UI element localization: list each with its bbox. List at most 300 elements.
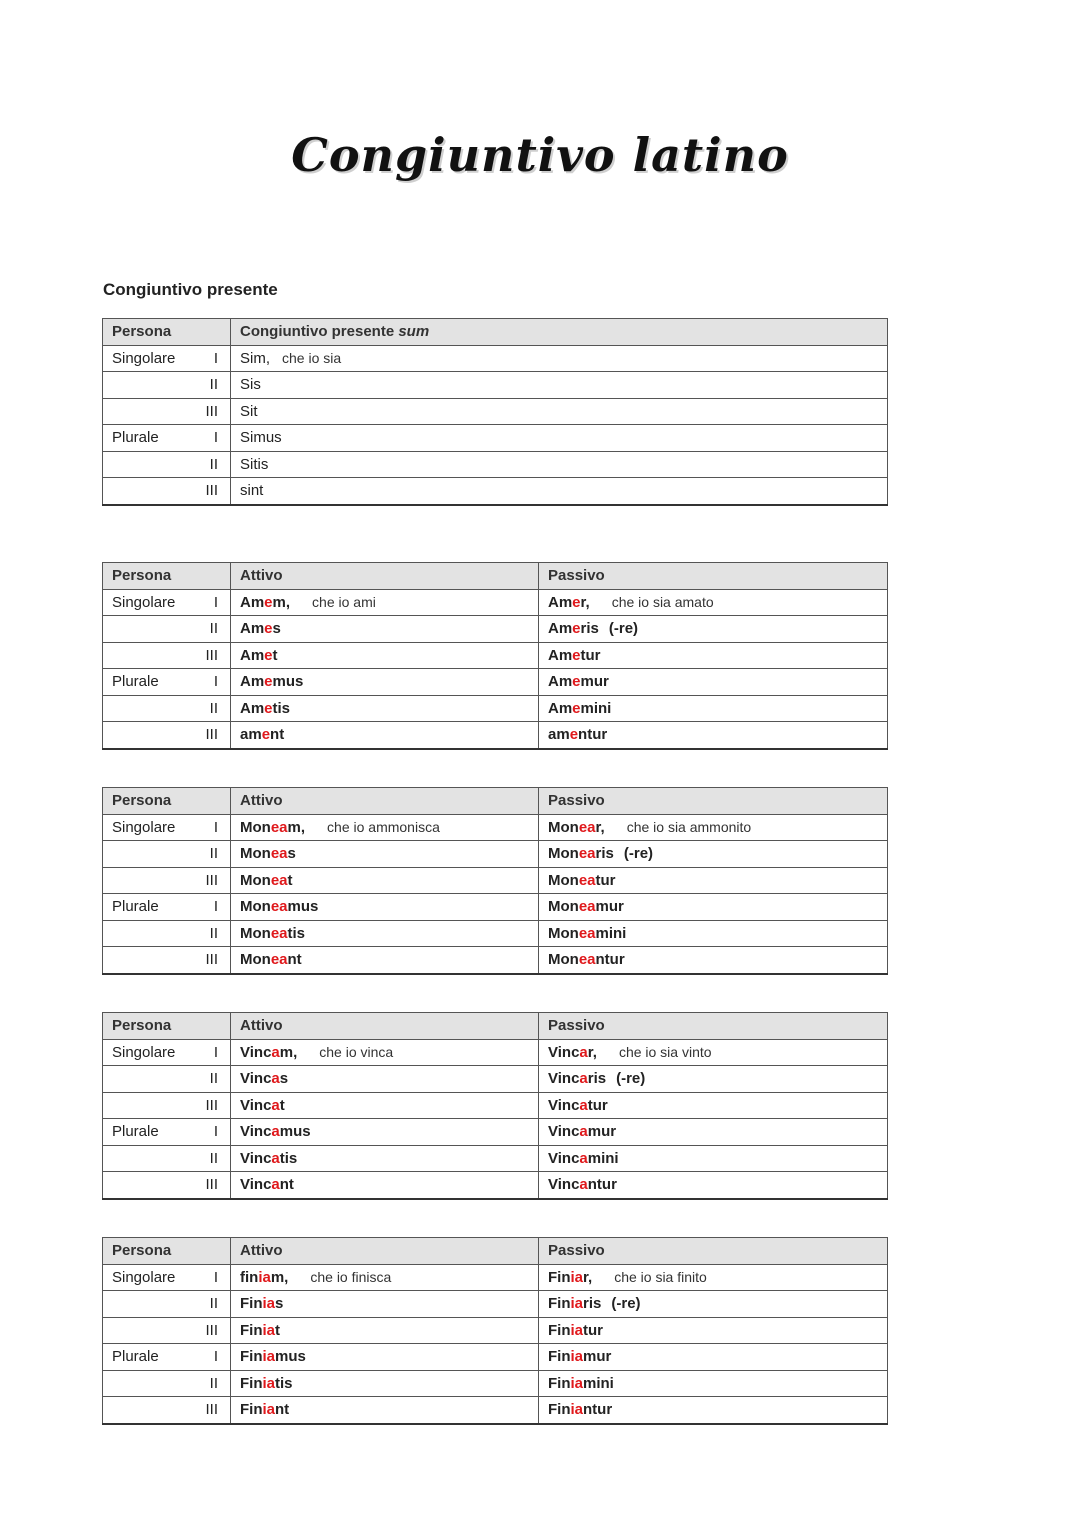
passivo-form xyxy=(539,1092,888,1119)
person-label: I xyxy=(198,1119,231,1146)
passivo-form xyxy=(539,920,888,947)
passivo-form xyxy=(539,947,888,974)
form-ending: a xyxy=(271,1149,280,1167)
number-label: Singolare xyxy=(103,1039,198,1066)
passivo-form xyxy=(539,669,888,696)
form-ending: e xyxy=(261,726,271,744)
form-tail: m, xyxy=(270,1268,289,1286)
attivo-form xyxy=(231,1119,539,1146)
form-ending: ia xyxy=(570,1348,584,1366)
empty-header xyxy=(198,563,231,590)
person-label: I xyxy=(198,1344,231,1371)
form-stem: Mon xyxy=(240,818,271,836)
translation: che io sia ammonito xyxy=(626,818,752,835)
table-header-row xyxy=(103,1013,888,1040)
attivo-header: Attivo xyxy=(231,788,539,815)
table-row xyxy=(103,345,888,372)
number-label xyxy=(103,372,198,399)
form-tail: m, xyxy=(279,1043,298,1061)
form-stem: Fin xyxy=(240,1348,263,1366)
passivo-form xyxy=(539,1291,888,1318)
form-ending: ia xyxy=(262,1348,276,1366)
attivo-form xyxy=(231,669,539,696)
form-ending: e xyxy=(572,593,581,611)
number-label xyxy=(103,451,198,478)
form-ending: a xyxy=(579,1043,588,1061)
number-label xyxy=(103,1291,198,1318)
person-label: III xyxy=(198,1397,231,1424)
number-label xyxy=(103,1370,198,1397)
person-label: II xyxy=(198,1370,231,1397)
table-row xyxy=(103,642,888,669)
sum-header xyxy=(231,319,888,346)
passivo-header: Passivo xyxy=(539,563,888,590)
passivo-form xyxy=(539,695,888,722)
form-stem: Fin xyxy=(240,1374,263,1392)
form-stem: Fin xyxy=(548,1374,571,1392)
form-tail: mur xyxy=(595,898,624,916)
number-label: Plurale xyxy=(103,425,198,452)
number-label xyxy=(103,841,198,868)
number-label xyxy=(103,1092,198,1119)
persona-header: Persona xyxy=(103,563,198,590)
form-ending: e xyxy=(572,699,581,717)
person-label: I xyxy=(198,1039,231,1066)
table-row xyxy=(103,947,888,974)
number-label xyxy=(103,1397,198,1424)
person-label: I xyxy=(198,345,231,372)
form-tail: nt xyxy=(270,726,285,744)
form-tail: ntur xyxy=(583,1401,613,1419)
table-row xyxy=(103,669,888,696)
passivo-form xyxy=(539,642,888,669)
attivo-form xyxy=(231,1039,539,1066)
attivo-form xyxy=(231,841,539,868)
table-header-row xyxy=(103,1238,888,1265)
form-ending: ia xyxy=(570,1295,584,1313)
table-row xyxy=(103,616,888,643)
form-ending: ea xyxy=(578,924,596,942)
table-row xyxy=(103,589,888,616)
person-label: III xyxy=(198,642,231,669)
table-row xyxy=(103,1370,888,1397)
form-tail: mus xyxy=(287,898,319,916)
form-tail: r, xyxy=(587,1043,597,1061)
translation: che io sia xyxy=(282,349,342,366)
number-label: Singolare xyxy=(103,589,198,616)
form-ending: ia xyxy=(258,1268,271,1286)
sum-header-verb: sum xyxy=(398,323,430,341)
form-tail: s xyxy=(287,845,296,863)
attivo-form xyxy=(231,1145,539,1172)
form-tail: r, xyxy=(580,593,590,611)
form-stem: Mon xyxy=(240,951,271,969)
form-tail: mus xyxy=(272,673,304,691)
passivo-form xyxy=(539,1066,888,1093)
form-stem: Am xyxy=(240,646,265,664)
form-ending: e xyxy=(569,726,579,744)
passivo-form xyxy=(539,1397,888,1424)
empty-header xyxy=(198,1238,231,1265)
translation: che io finisca xyxy=(310,1268,392,1285)
persona-header: Persona xyxy=(103,1013,198,1040)
form-ending: ia xyxy=(570,1401,584,1419)
person-label: I xyxy=(198,669,231,696)
person-label: II xyxy=(198,920,231,947)
page-title: Congiuntivo latino xyxy=(291,128,789,182)
number-label: Plurale xyxy=(103,1119,198,1146)
attivo-form xyxy=(231,814,539,841)
form-tail: ris xyxy=(595,845,614,863)
form-stem: Fin xyxy=(548,1268,571,1286)
person-label: II xyxy=(198,695,231,722)
person-label: III xyxy=(198,478,231,505)
form-ending: ia xyxy=(570,1321,584,1339)
attivo-header: Attivo xyxy=(231,563,539,590)
form-ending: ia xyxy=(262,1321,276,1339)
form-tail: mini xyxy=(587,1149,619,1167)
form-ending: e xyxy=(572,620,581,638)
form-stem: Fin xyxy=(548,1401,571,1419)
table-row xyxy=(103,425,888,452)
person-label: II xyxy=(198,1066,231,1093)
form-tail: mini xyxy=(595,924,627,942)
table-row xyxy=(103,1092,888,1119)
person-label: II xyxy=(198,1145,231,1172)
number-label xyxy=(103,947,198,974)
number-label xyxy=(103,695,198,722)
person-label: III xyxy=(198,867,231,894)
form-ending: ea xyxy=(270,951,288,969)
passivo-form xyxy=(539,894,888,921)
attivo-form xyxy=(231,1092,539,1119)
number-label xyxy=(103,1145,198,1172)
table-row xyxy=(103,398,888,425)
form-stem: am xyxy=(240,726,262,744)
number-label xyxy=(103,867,198,894)
form-stem: Fin xyxy=(240,1321,263,1339)
person-label: III xyxy=(198,1172,231,1199)
sum-table xyxy=(102,318,888,506)
form-stem: Mon xyxy=(240,871,271,889)
form-ending: ia xyxy=(262,1295,276,1313)
persona-header: Persona xyxy=(103,319,198,346)
person-label: III xyxy=(198,398,231,425)
person-label: I xyxy=(198,589,231,616)
translation: che io sia finito xyxy=(614,1268,707,1285)
empty-header xyxy=(198,1013,231,1040)
form-tail: nt xyxy=(275,1401,290,1419)
sum-header-prefix: Congiuntivo presente xyxy=(240,323,399,341)
passivo-header: Passivo xyxy=(539,1238,888,1265)
form-ending: ea xyxy=(578,818,596,836)
form-ending: ea xyxy=(578,898,596,916)
form-stem: Mon xyxy=(548,924,579,942)
person-label: II xyxy=(198,1291,231,1318)
number-label xyxy=(103,478,198,505)
empty-header xyxy=(198,788,231,815)
person-label: II xyxy=(198,616,231,643)
person-label: III xyxy=(198,722,231,749)
form-stem: Am xyxy=(548,620,573,638)
attivo-form xyxy=(231,642,539,669)
form-tail: m, xyxy=(272,593,291,611)
form-stem: fin xyxy=(240,1268,259,1286)
table-row xyxy=(103,1145,888,1172)
form-stem: Mon xyxy=(240,898,271,916)
sum-form: Simus xyxy=(231,425,888,452)
form-stem: Mon xyxy=(548,818,579,836)
passivo-form xyxy=(539,841,888,868)
form-stem: Fin xyxy=(548,1295,571,1313)
form-stem: Am xyxy=(548,699,573,717)
attivo-header: Attivo xyxy=(231,1013,539,1040)
sum-form: sint xyxy=(231,478,888,505)
form-tail: ntur xyxy=(587,1176,617,1194)
person-label: III xyxy=(198,947,231,974)
passivo-form xyxy=(539,1039,888,1066)
verb-table xyxy=(102,1237,888,1425)
person-label: II xyxy=(198,372,231,399)
form-stem: Am xyxy=(240,699,265,717)
form-stem: Vinc xyxy=(548,1176,580,1194)
form-ending: ea xyxy=(270,898,288,916)
table-row xyxy=(103,695,888,722)
form-tail: mus xyxy=(279,1123,311,1141)
form-ending: e xyxy=(264,699,273,717)
attivo-form xyxy=(231,1344,539,1371)
form-ending: ea xyxy=(578,871,596,889)
person-label: I xyxy=(198,894,231,921)
passivo-form xyxy=(539,1119,888,1146)
form-ending: ia xyxy=(570,1374,584,1392)
form-ending: e xyxy=(264,646,273,664)
table-row xyxy=(103,722,888,749)
table-row xyxy=(103,867,888,894)
form-tail: ris xyxy=(580,620,599,638)
table-row xyxy=(103,1119,888,1146)
attivo-form xyxy=(231,589,539,616)
form-ending: ea xyxy=(578,845,596,863)
form-tail: m, xyxy=(287,818,306,836)
form-stem: Am xyxy=(240,620,265,638)
form-tail: t xyxy=(287,871,293,889)
form-ending: ia xyxy=(262,1401,276,1419)
person-label: II xyxy=(198,451,231,478)
attivo-form xyxy=(231,947,539,974)
passivo-form xyxy=(539,1264,888,1291)
form-stem: Mon xyxy=(240,924,271,942)
form-tail: mur xyxy=(580,673,609,691)
form-stem: Vinc xyxy=(548,1096,580,1114)
table-row xyxy=(103,1039,888,1066)
number-label xyxy=(103,642,198,669)
number-label xyxy=(103,616,198,643)
sum-form: Sit xyxy=(231,398,888,425)
number-label xyxy=(103,920,198,947)
form-tail: mini xyxy=(580,699,612,717)
form-stem: Mon xyxy=(548,871,579,889)
number-label: Plurale xyxy=(103,894,198,921)
number-label: Plurale xyxy=(103,669,198,696)
form-tail: r, xyxy=(595,818,605,836)
form-stem: Am xyxy=(240,593,265,611)
form-stem: Vinc xyxy=(548,1149,580,1167)
table-header-row xyxy=(103,788,888,815)
attivo-form xyxy=(231,1172,539,1199)
form-tail: s xyxy=(275,1295,284,1313)
empty-header xyxy=(198,319,231,346)
form-tail: tis xyxy=(279,1149,298,1167)
form-tail: t xyxy=(275,1321,281,1339)
form-ending: a xyxy=(579,1149,588,1167)
form-stem: Vinc xyxy=(240,1070,272,1088)
translation: che io sia vinto xyxy=(618,1043,712,1060)
number-label xyxy=(103,1317,198,1344)
attivo-form xyxy=(231,722,539,749)
form-suffix: (-re) xyxy=(616,1070,646,1088)
form-tail: mur xyxy=(583,1348,612,1366)
form-ending: a xyxy=(271,1096,280,1114)
form-stem: Mon xyxy=(240,845,271,863)
form-tail: nt xyxy=(279,1176,294,1194)
form-ending: e xyxy=(264,620,273,638)
section-title: Congiuntivo presente xyxy=(103,280,278,299)
passivo-form xyxy=(539,589,888,616)
table-row xyxy=(103,372,888,399)
translation: che io sia amato xyxy=(611,593,714,610)
form-tail: ntur xyxy=(595,951,625,969)
form-suffix: (-re) xyxy=(611,1295,641,1313)
translation: che io vinca xyxy=(319,1043,394,1060)
form-ending: a xyxy=(271,1043,280,1061)
table-row xyxy=(103,1397,888,1424)
form-tail: tur xyxy=(583,1321,604,1339)
form-tail: tis xyxy=(287,924,306,942)
form-tail: nt xyxy=(287,951,302,969)
attivo-form xyxy=(231,616,539,643)
form-stem: Vinc xyxy=(548,1070,580,1088)
form-ending: ea xyxy=(270,818,288,836)
form-tail: ntur xyxy=(578,726,608,744)
form-tail: tis xyxy=(275,1374,293,1392)
form-stem: Fin xyxy=(548,1321,571,1339)
table-row xyxy=(103,1264,888,1291)
form-tail: mus xyxy=(275,1348,306,1366)
form-stem: Mon xyxy=(548,898,579,916)
number-label xyxy=(103,722,198,749)
form-tail: tur xyxy=(595,871,616,889)
form-suffix: (-re) xyxy=(623,845,654,863)
form-stem: Am xyxy=(548,646,573,664)
passivo-form xyxy=(539,616,888,643)
attivo-form xyxy=(231,1317,539,1344)
form-stem: Vinc xyxy=(240,1176,272,1194)
form-ending: a xyxy=(271,1123,280,1141)
table-row xyxy=(103,894,888,921)
form-tail: s xyxy=(272,620,281,638)
passivo-form xyxy=(539,1344,888,1371)
form-ending: e xyxy=(572,673,581,691)
attivo-header: Attivo xyxy=(231,1238,539,1265)
translation: che io ami xyxy=(312,593,376,610)
person-label: III xyxy=(198,1317,231,1344)
form-stem: Vinc xyxy=(548,1123,580,1141)
number-label xyxy=(103,1066,198,1093)
form-tail: t xyxy=(279,1096,285,1114)
person-label: II xyxy=(198,841,231,868)
table-row xyxy=(103,1066,888,1093)
form-ending: a xyxy=(271,1070,280,1088)
verb-table xyxy=(102,787,888,975)
form-stem: Fin xyxy=(240,1295,263,1313)
number-label: Singolare xyxy=(103,1264,198,1291)
form-tail: tis xyxy=(272,699,291,717)
form-ending: a xyxy=(579,1070,588,1088)
form-ending: ea xyxy=(270,845,288,863)
number-label: Singolare xyxy=(103,345,198,372)
table-row xyxy=(103,814,888,841)
verb-table xyxy=(102,1012,888,1200)
form-stem: Vinc xyxy=(240,1043,272,1061)
translation: che io ammonisca xyxy=(327,818,440,835)
table-row xyxy=(103,1291,888,1318)
form-ending: e xyxy=(264,593,273,611)
form-stem: Am xyxy=(240,673,265,691)
attivo-form xyxy=(231,1370,539,1397)
form-ending: a xyxy=(579,1176,588,1194)
attivo-form xyxy=(231,894,539,921)
form-tail: t xyxy=(272,646,278,664)
form-ending: ea xyxy=(578,951,596,969)
form-ending: ia xyxy=(262,1374,276,1392)
form-stem: Mon xyxy=(548,845,579,863)
number-label: Plurale xyxy=(103,1344,198,1371)
attivo-form xyxy=(231,1066,539,1093)
form-tail: s xyxy=(279,1070,289,1088)
form-stem: am xyxy=(548,726,570,744)
attivo-form xyxy=(231,695,539,722)
passivo-form xyxy=(539,722,888,749)
table-row xyxy=(103,1172,888,1199)
table-row xyxy=(103,1344,888,1371)
person-label: I xyxy=(198,425,231,452)
passivo-form xyxy=(539,1145,888,1172)
form-stem: Vinc xyxy=(548,1043,580,1061)
form-ending: ia xyxy=(570,1268,584,1286)
form-ending: ea xyxy=(270,871,288,889)
form-stem: Vinc xyxy=(240,1149,272,1167)
table-row xyxy=(103,1317,888,1344)
form-suffix: (-re) xyxy=(608,620,639,638)
form-ending: a xyxy=(271,1176,280,1194)
passivo-form xyxy=(539,1370,888,1397)
passivo-form xyxy=(539,1172,888,1199)
form-stem: Fin xyxy=(548,1348,571,1366)
form-ending: a xyxy=(579,1123,588,1141)
verb-table xyxy=(102,562,888,750)
sum-form: Sim, xyxy=(240,349,270,367)
attivo-form xyxy=(231,1397,539,1424)
sum-form-cell xyxy=(231,345,888,372)
sum-form: Sis xyxy=(231,372,888,399)
person-label: I xyxy=(198,814,231,841)
number-label xyxy=(103,398,198,425)
form-ending: ea xyxy=(270,924,288,942)
attivo-form xyxy=(231,867,539,894)
form-tail: tur xyxy=(580,646,601,664)
form-ending: e xyxy=(264,673,273,691)
